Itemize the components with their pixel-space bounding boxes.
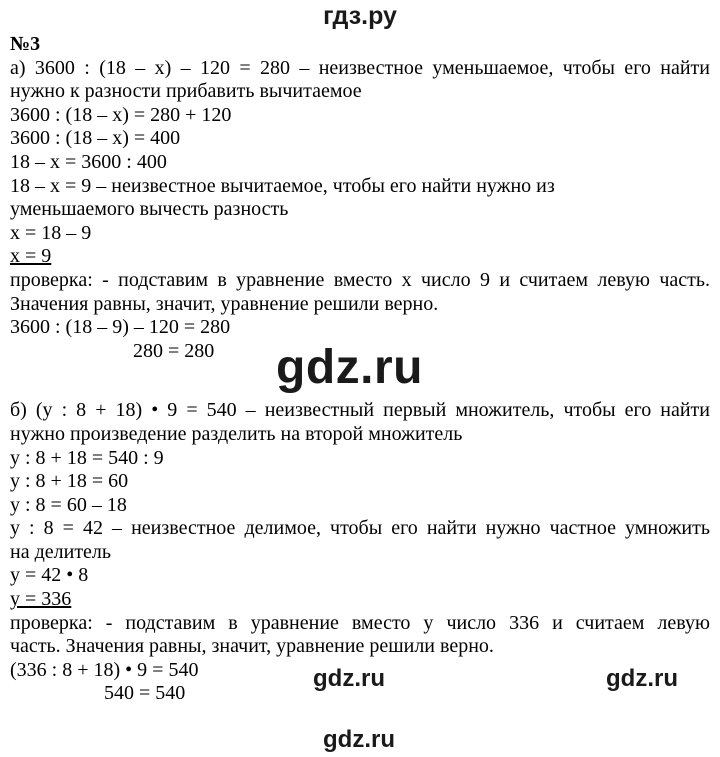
part-a-line: 18 – х = 3600 : 400 [10,150,167,173]
part-b-answer: у = 336 [10,588,72,611]
watermark-bottom: gdz.ru [323,726,395,753]
watermark-top: гдз.ру [323,2,397,30]
part-a-line: 3600 : (18 – х) = 280 + 120 [10,103,232,126]
part-b-line: на делитель [10,540,112,563]
part-a-line: 3600 : (18 – х) = 400 [10,127,181,150]
part-b-line: б) (у : 8 + 18) • 9 = 540 – неизвестный первый множитель, чтобы его найти [10,399,710,422]
watermark-middle: gdz.ru [276,341,423,394]
part-b-line: у : 8 + 18 = 60 [10,470,129,493]
part-b-line: у : 8 = 60 – 18 [10,493,127,516]
part-a-line: 280 = 280 [133,339,215,362]
task-heading: №3 [10,33,41,55]
part-b-line: нужно произведение разделить на второй множитель [10,422,463,445]
part-a-line: 3600 : (18 – 9) – 120 = 280 [10,316,231,339]
part-b-line: у : 8 + 18 = 540 : 9 [10,446,164,469]
part-b [10,399,710,706]
part-b-line: 540 = 540 [104,682,186,705]
solution-content [10,33,710,706]
part-b-line: у = 42 • 8 [10,564,89,587]
part-a-line: нужно к разности прибавить вычитаемое [10,80,362,103]
part-a-check: проверка: - подставим в уравнение вместо х число 9 и считаем левую часть. [10,268,710,291]
part-a-line: х = 18 – 9 [10,221,92,244]
part-b-line: часть. Значения равны, значит, уравнение решили верно. [10,635,494,658]
watermark-bottom-right: gdz.ru [606,665,678,692]
part-a-line: 18 – х = 9 – неизвестное вычитаемое, чтобы его найти нужно из [10,174,555,197]
part-a-line: Значения равны, значит, уравнение решили верно. [10,292,439,315]
part-a-answer: х = 9 [10,245,52,268]
part-a [10,57,710,364]
watermark-bottom-left: gdz.ru [313,665,385,692]
part-a-line: а) 3600 : (18 – х) – 120 = 280 – неизвестное уменьшаемое, чтобы его найти [10,56,710,79]
part-b-line: у : 8 = 42 – неизвестное делимое, чтобы его найти нужно частное умножить [10,517,710,540]
part-a-line: уменьшаемого вычесть разность [10,198,289,221]
part-b-check: проверка: - подставим в уравнение вместо у число 336 и считаем левую [10,611,710,634]
part-b-line: (336 : 8 + 18) • 9 = 540 [10,658,199,681]
